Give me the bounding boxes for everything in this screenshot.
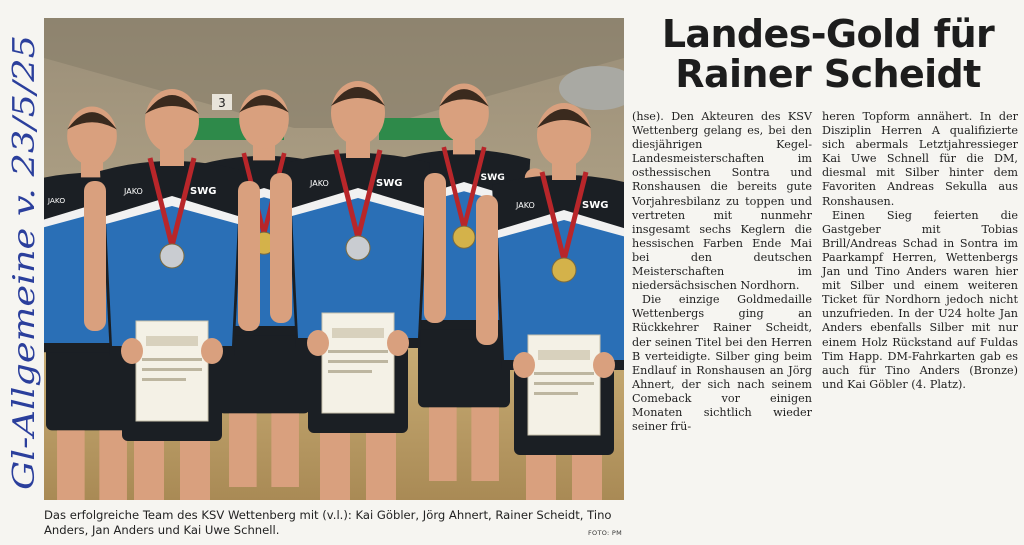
medal [453,226,475,248]
team-photo-drawing [44,18,624,500]
certificate-header [538,350,590,360]
player-hand [387,330,409,356]
player-leg [271,413,299,487]
player-leg [57,430,85,500]
certificate-line [142,358,202,361]
certificate-line [142,368,202,371]
player-leg [526,455,556,500]
jersey-club-text: SWG [376,178,403,189]
article-paragraph: (hse). Den Akteuren des KSV Wettenberg gelang es, bei den diesjährigen Kegel-Landesmeisterschaften im osthessischen Sontra und Ronshausen die bereits gute Vorjahresbilanz zu toppen und vertreten mit nunmehr insgesamt sechs Keglern die hessischen Farben Ende Mai bei den deutschen Meisterschaften im niedersächsischen Nordhorn. [632,110,812,293]
certificate-line [534,392,578,395]
photo-caption: Das erfolgreiche Team des KSV Wettenberg mit (v.l.): Kai Göbler, Jörg Ahnert, Rainer Scheidt, Tino Anders, Jan Anders und Kai Uwe Schnell. [44,508,612,537]
player-hand [121,338,143,364]
player-leg [229,413,257,487]
certificate-line [328,360,388,363]
certificate-line [328,350,388,353]
photo-credit: FOTO: PM [588,529,623,537]
certificate-header [332,328,384,338]
certificate-line [328,370,372,373]
jersey-brand-text: JAKO [516,201,535,210]
jersey-brand-text: JAKO [47,196,66,206]
player-hand [513,352,535,378]
player-leg [471,407,499,481]
player-leg [99,430,127,500]
jersey-club-text: SWG [582,200,609,211]
lane-number: 3 [218,96,226,110]
medal [160,244,184,268]
player-hand [201,338,223,364]
player-leg [180,441,210,500]
player-leg [366,433,396,500]
jersey-club-text: SWG [190,186,217,197]
certificate-line [534,382,594,385]
article-column-1 [632,110,812,434]
article-column-2 [822,110,1018,392]
article-headline: Landes-Gold für Rainer Scheidt [661,12,995,96]
certificate-line [534,372,594,375]
handwritten-note-text: Gl-Allgemeine v. 23/5/25 [7,117,42,490]
player-arm [424,173,446,323]
player-leg [134,441,164,500]
article-paragraph: Die einzige Goldmedaille Wettenbergs ging an Rückkehrer Rainer Scheidt, der seinen Titel bei den Herren B verteidigte. Silber ging beim Endlauf in Ronshausen an Jörg Ahnert, der sich nach seinem Comeback vor einigen Monaten sichtlich wieder seiner frü- [632,293,812,434]
handwritten-note-drawing [6,20,46,500]
certificate-line [142,378,186,381]
jersey-club-text: SWG [480,172,505,184]
player-arm [84,181,106,331]
player-arm [270,173,292,323]
certificate-header [146,336,198,346]
jersey-brand-text: JAKO [124,187,143,196]
article-paragraph: Einen Sieg feierten die Gastgeber mit Tobias Brill/Andreas Schad in Sontra im Paarkampf Herren, Wettenbergs Jan und Tino Anders waren hier mit Silber und einem weiteren Ticket für Nordhorn jedoch nicht unzufrieden. In der U24 holte Jan Anders ebenfalls Silber mit nur einem Holz Rückstand auf Fuldas Tim Happ. DM-Fahrkarten gab es auch für Tino Anders (Bronze) und Kai Göbler (4. Platz). [822,208,1018,391]
player-arm [238,181,260,331]
player-hand [593,352,615,378]
article-paragraph: heren Topform annähert. In der Disziplin Herren A qualifizierte sich abermals Letztjahressieger Kai Uwe Schnell für die DM, diesmal mit Silber hinter dem Favoriten Andreas Sekulla aus Ronshausen. [822,110,1018,208]
player-leg [572,455,602,500]
player-leg [429,407,457,481]
player-arm [476,195,498,345]
medal [552,258,576,282]
player-hand [307,330,329,356]
handwritten-note [6,20,46,500]
jersey-brand-text: JAKO [310,179,329,188]
medal [346,236,370,260]
player-leg [320,433,350,500]
team-photo [44,18,624,500]
